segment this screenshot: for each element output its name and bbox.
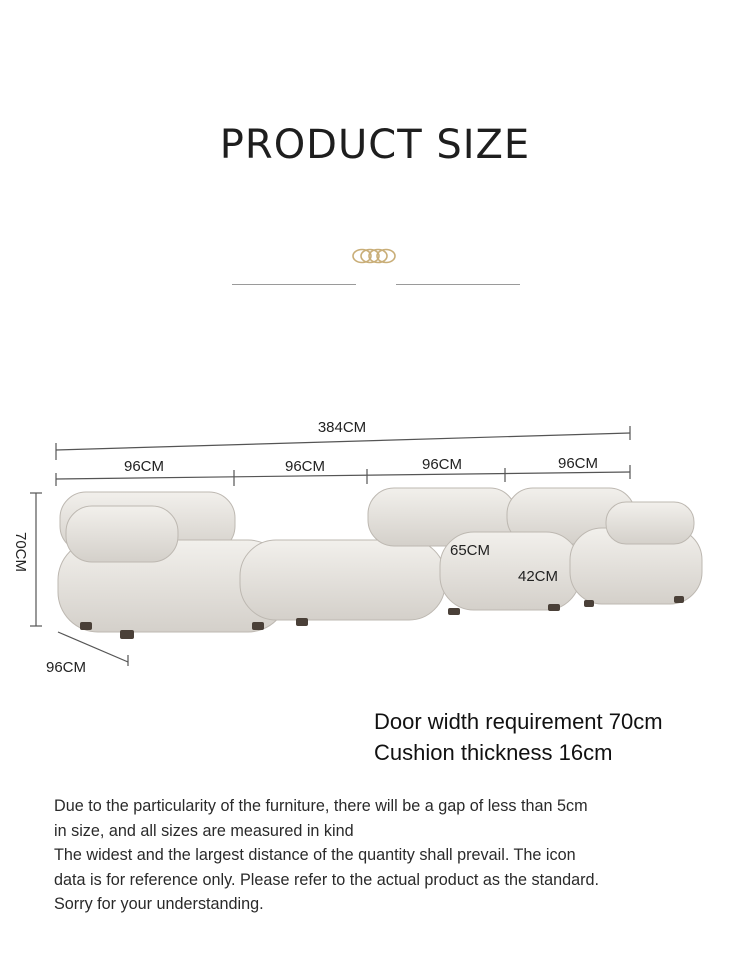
divider-right (396, 284, 520, 285)
sofa-left-arm (66, 506, 178, 562)
sofa-dimension-diagram (0, 400, 750, 700)
note-line: The widest and the largest distance of the quantity shall prevail. The icon (54, 846, 576, 864)
total-length-label: 384CM (317, 419, 367, 436)
seat-depth-label: 65CM (449, 542, 491, 559)
cushion-thickness-text: Cushion thickness 16cm (374, 740, 613, 765)
note-line: Sorry for your understanding. (54, 895, 264, 913)
module-4-label: 96CM (557, 455, 599, 472)
seat-height-label: 42CM (517, 568, 559, 585)
sofa-right-arm (606, 502, 694, 544)
note-line: Due to the particularity of the furniture, there will be a gap of less than 5cm (54, 797, 588, 815)
sofa-illustration (58, 488, 702, 632)
specs-block (374, 706, 744, 768)
height-label: 70CM (12, 531, 29, 573)
rings-ornament-icon (350, 244, 400, 268)
door-width-text: Door width requirement 70cm (374, 709, 663, 734)
module-1-label: 96CM (123, 458, 165, 475)
module-2-label: 96CM (284, 458, 326, 475)
note-line: data is for reference only. Please refer to the actual product as the standard. (54, 870, 599, 889)
module-3-label: 96CM (421, 456, 463, 473)
depth-line (58, 632, 128, 662)
note-line: in size, and all sizes are measured in kind (54, 821, 354, 840)
page-title: PRODUCT SIZE (219, 122, 531, 168)
divider-left (232, 284, 356, 285)
sofa-ottoman (240, 540, 445, 620)
depth-label: 96CM (45, 659, 87, 676)
notes-block (54, 794, 734, 917)
